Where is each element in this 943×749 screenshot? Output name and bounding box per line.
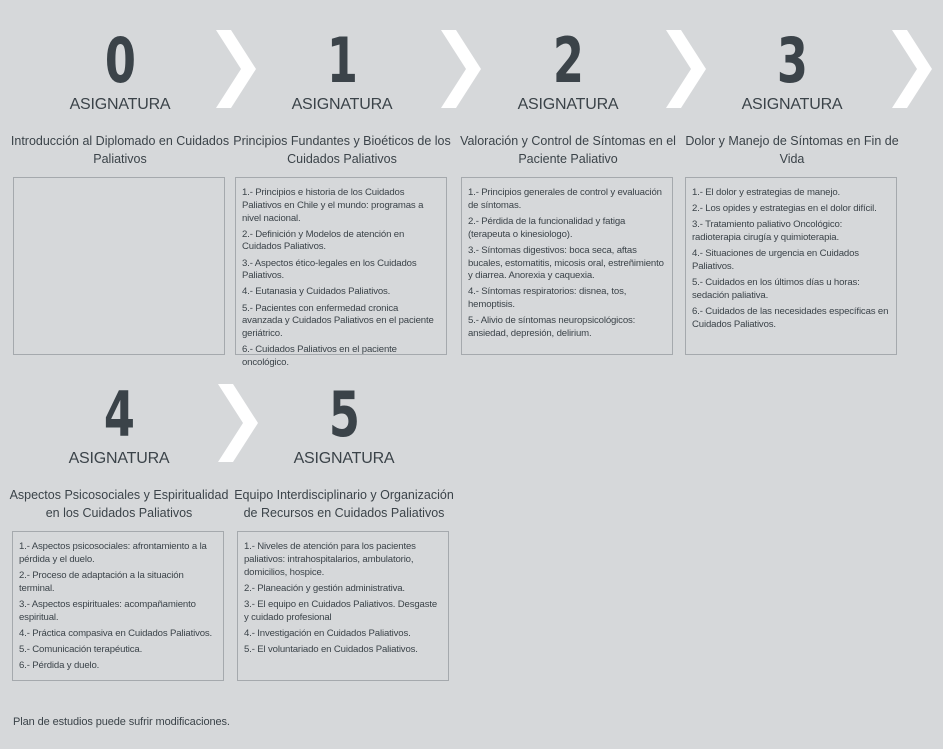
topic-item: 1.- Niveles de atención para los pacientes paliativos: intrahospitalarios, ambulatorio, domicilios, hospice. (244, 541, 416, 578)
topic-item: 5.- Cuidados en los últimos días u horas: sedación paliativa. (692, 276, 860, 301)
module-label: ASIGNATURA (741, 96, 843, 113)
chevron-right-icon (664, 30, 708, 108)
topic-item: 5.- Pacientes con enfermedad cronica avanzada y Cuidados Paliativos en el paciente geriátrico. (242, 302, 434, 340)
module-label: ASIGNATURA (517, 96, 619, 113)
topic-item: 4.- Práctica compasiva en Cuidados Paliativos. (19, 627, 213, 639)
chevron-right-icon (216, 384, 260, 462)
module-number: 5 (328, 378, 360, 451)
topic-item: 6.- Pérdida y duelo. (19, 659, 100, 671)
topic-item: 1.- Aspectos psicosociales: afrontamiento a la pérdida y el duelo. (19, 541, 207, 565)
topics-list (468, 187, 666, 341)
topics-list (19, 541, 217, 673)
module-label: ASIGNATURA (68, 450, 170, 467)
topic-item: 1.- El dolor y estrategias de manejo. (692, 187, 841, 198)
module-number: 2 (552, 24, 584, 97)
topic-item: 3.- Tratamiento paliativo Oncológico: radioterapia cirugía y quimioterapia. (692, 219, 843, 243)
topic-item: 1.- Principios generales de control y evaluación de síntomas. (468, 187, 662, 211)
module-label: ASIGNATURA (69, 96, 171, 113)
module-title: Equipo Interdisciplinario y Organización de Recursos en Cuidados Paliativos (234, 488, 454, 520)
topic-item: 3.- Aspectos espirituales: acompañamiento espiritual. (19, 598, 196, 623)
topics-box (685, 177, 897, 355)
module-number: 0 (104, 24, 136, 97)
topic-item: 2.- Proceso de adaptación a la situación terminal. (19, 569, 184, 594)
module-number: 4 (103, 378, 135, 451)
footer-note: Plan de estudios puede sufrir modificaciones. (13, 716, 230, 728)
topics-box (461, 177, 673, 355)
topic-item: 1.- Principios e historia de los Cuidados Paliativos en Chile y el mundo: programas a nivel nacional. (242, 187, 424, 224)
topic-item: 3.- Síntomas digestivos: boca seca, aftas bucales, estomatitis, micosis oral, estreñimiento y diarrea. Anorexia y caquexia. (468, 244, 664, 282)
topic-item: 5.- Alivio de síntomas neuropsicológicos: ansiedad, depresión, delirium. (468, 315, 636, 340)
module-number: 3 (776, 24, 808, 97)
topic-item: 2.- Definición y Modelos de atención en Cuidados Paliativos. (242, 228, 405, 253)
module-title: Aspectos Psicosociales y Espiritualidad en los Cuidados Paliativos (9, 488, 229, 520)
topic-item: 3.- El equipo en Cuidados Paliativos. Desgaste y cuidado profesional (244, 598, 438, 623)
topics-list (242, 187, 440, 370)
topics-list (692, 187, 890, 331)
topics-box (12, 531, 224, 681)
chevron-right-icon (439, 30, 483, 108)
topic-item: 4.- Investigación en Cuidados Paliativos. (244, 627, 411, 639)
module-number: 1 (326, 24, 358, 97)
chevron-right-icon (890, 30, 934, 108)
topics-box (235, 177, 447, 369)
topics-box (237, 531, 449, 681)
topics-box (13, 177, 225, 355)
topic-item: 6.- Cuidados Paliativos en el paciente oncológico. (242, 344, 397, 369)
topic-item: 4.- Síntomas respiratorios: disnea, tos, hemoptisis. (468, 286, 627, 311)
module-title: Introducción al Diplomado en Cuidados Paliativos (10, 134, 230, 166)
topic-item: 2.- Los opides y estrategias en el dolor difícil. (692, 203, 877, 215)
topic-item: 3.- Aspectos ético-legales en los Cuidados Paliativos. (242, 257, 417, 282)
chevron-right-icon (214, 30, 258, 108)
topic-item: 6.- Cuidados de las necesidades específicas en Cuidados Paliativos. (692, 305, 889, 330)
topic-item: 2.- Planeación y gestión administrativa. (244, 582, 405, 594)
module-title: Dolor y Manejo de Síntomas en Fin de Vida (685, 134, 899, 166)
topic-item: 4.- Situaciones de urgencia en Cuidados Paliativos. (692, 248, 859, 272)
topic-item: 5.- El voluntariado en Cuidados Paliativos. (244, 643, 418, 655)
module-label: ASIGNATURA (291, 96, 393, 113)
topic-item: 5.- Comunicación terapéutica. (19, 643, 143, 655)
module-title: Principios Fundantes y Bioéticos de los Cuidados Paliativos (233, 134, 451, 166)
module-label: ASIGNATURA (293, 450, 395, 467)
topic-item: 4.- Eutanasia y Cuidados Paliativos. (242, 286, 391, 298)
module-title: Valoración y Control de Síntomas en el Paciente Paliativo (460, 134, 676, 166)
topics-list (244, 541, 442, 657)
topic-item: 2.- Pérdida de la funcionalidad y fatiga (terapeuta o kinesiologo). (468, 215, 626, 240)
